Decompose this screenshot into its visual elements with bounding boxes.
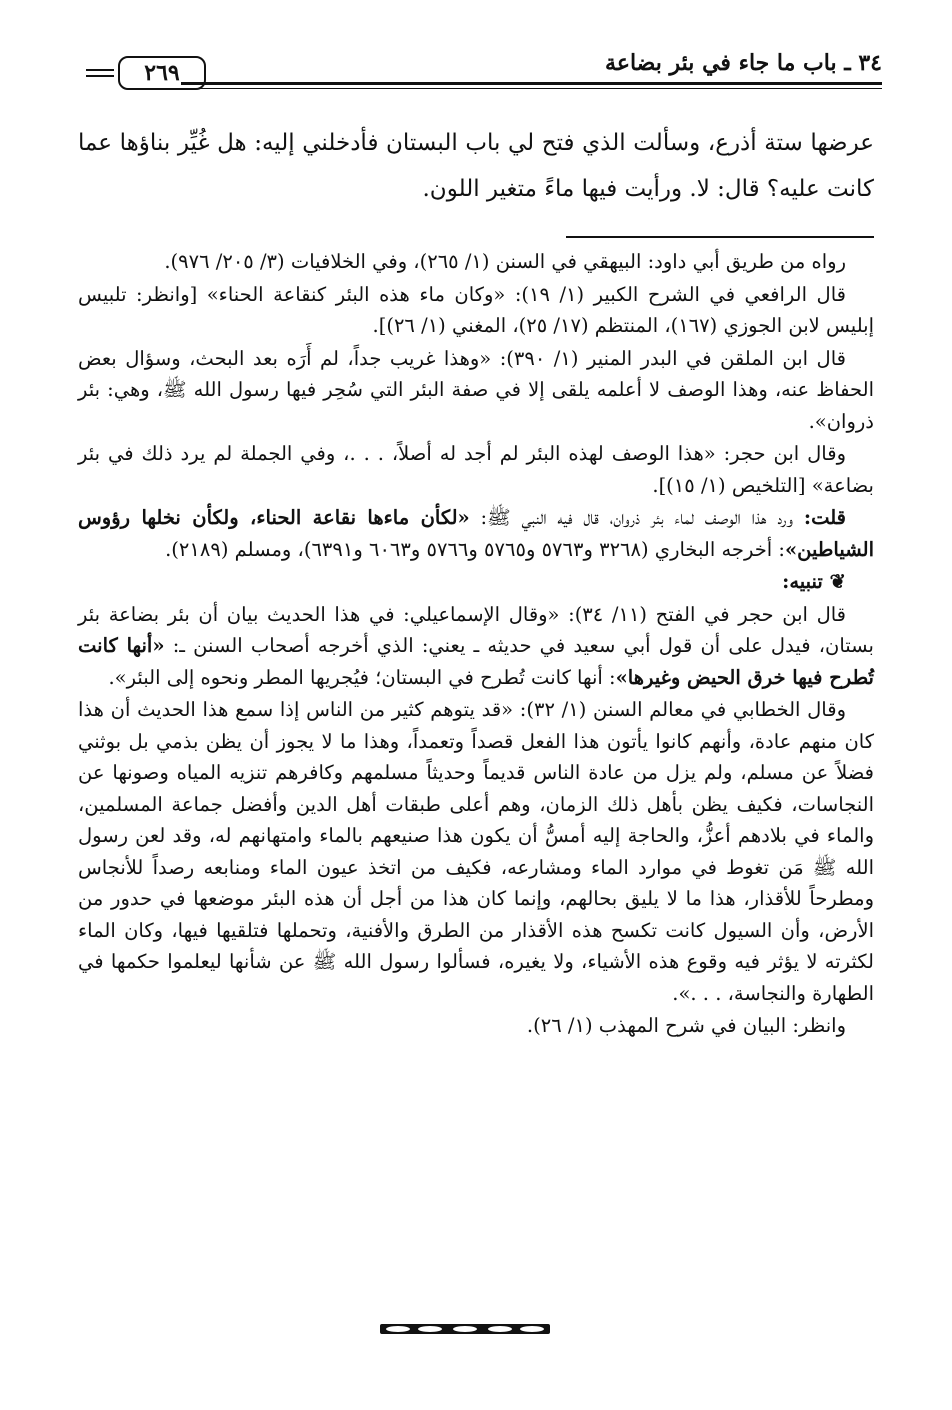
main-paragraph: عرضها ستة أذرع، وسألت الذي فتح لي باب البستان فأدخلني إليه: هل غُيِّر بناؤها عما كانت عليه؟ قال: لا. ورأيت فيها ماءً متغير اللون. xyxy=(78,130,874,202)
page-number: ٢٦٩ xyxy=(118,56,206,90)
note-text: ورد هذا الوصف لماء بئر ذروان، قال فيه النبي ﷺ: xyxy=(469,506,804,529)
footnote-paragraph: وانظر: البيان في شرح المهذب (١/ ٢٦). xyxy=(526,1014,846,1037)
footnote-paragraph xyxy=(78,566,874,598)
footnote-paragraph: وقال الخطابي في معالم السنن (١/ ٣٢): «قد يتوهم كثير من الناس إذا سمع هذا الحديث أن هذا كان منهم عادة، وأنهم كانوا يأتون هذا الفعل قصداً وتعمداً، وهذا ما لا يجوز أن يظن بذمي بل بوثني فضلاً عن مسلم، ولم يزل من عادة الناس قديماً وحديثاً مسلمهم وكافرهم تنزيه المياه وصونها عن النجاسات، فكيف يظن بأهل ذلك الزمان، وهم أعلى طبقات أهل الدين وأفضل جماعة المسلمين، والماء في بلادهم أعزُّ، والحاجة إليه أمسُّ أن يكون هذا صنيعهم بالماء وامتهانهم له، وقد لعن رسول الله ﷺ مَن تغوط في موارد الماء ومشارعه، فكيف من اتخذ عيون الماء ومنابعه رصداً للأنجاس ومطرحاً للأقذار، هذا ما لا يليق بحالهم، وإنما كان هذا من أجل أن هذه البئر موضعها في حدور من الأرض، وأن السيول كانت تكسح هذه الأقذار من الطرق والأفنية، وتحملها فتلقيها فيها، وكان الماء لكثرته لا يؤثر فيه وقوع هذه الأشياء، ولا يغيره، فسألوا رسول الله ﷺ عن شأنها ليعلموا حكمها في الطهارة والنجاسة، . . .». xyxy=(78,698,874,1005)
page-number-line xyxy=(86,75,114,77)
page-number-line xyxy=(86,69,114,71)
footnote-paragraph: رواه من طريق أبي داود: البيهقي في السنن (١/ ٢٦٥)، وفي الخلافيات (٣/ ٢٠٥/ ٩٧٦). xyxy=(164,250,846,273)
footnote-paragraph xyxy=(78,599,874,694)
note-text: قال ابن حجر في الفتح (١١/ ٣٤): «وقال الإسماعيلي: في هذا الحديث بيان أن بئر بضاعة بئر بستان، فيدل على أن قول أبي سعيد في حديثه ـ يعني: الذي أخرجه أصحاب السنن ـ: xyxy=(78,602,874,657)
tanbih-heading: ❦ تنبيه: xyxy=(782,570,846,593)
main-text xyxy=(78,120,874,212)
page-header xyxy=(86,46,882,90)
end-ornament xyxy=(380,1320,550,1338)
footnotes xyxy=(78,246,874,1043)
header-rule xyxy=(181,82,882,85)
header-rule-thin xyxy=(181,88,882,89)
footnote-paragraph: قال ابن الملقن في البدر المنير (١/ ٣٩٠): «وهذا غريب جداً، لم أَرَه بعد البحث، وسؤال بعض الحفاظ عنه، وهذا الوصف لا أعلمه يلقى إلا في صفة البئر التي سُحِر فيها رسول الله ﷺ، وهي: بئر ذروان». xyxy=(78,346,874,433)
note-label: قلت: xyxy=(803,506,846,529)
hadith-quote: «أنها كانت تُطرح فيها خرق الحيض وغيرها» xyxy=(78,634,874,689)
footnote-separator xyxy=(566,236,874,238)
footnote-paragraph xyxy=(78,502,874,565)
chapter-title: ٣٤ ـ باب ما جاء في بئر بضاعة xyxy=(605,50,882,76)
hadith-quote: «لكأن ماءها نقاعة الحناء، ولكأن نخلها رؤوس الشياطين» xyxy=(78,506,874,561)
note-text: : أنها كانت تُطرح في البستان؛ فيُجريها المطر ونحوه إلى البئر». xyxy=(108,665,616,689)
footnote-paragraph: وقال ابن حجر: «هذا الوصف لهذه البئر لم أجد له أصلاً، . . .، وفي الجملة لم يرد ذلك في بئر بضاعة» [التلخيص (١/ ١٥)]. xyxy=(78,442,874,497)
page-number-frame xyxy=(86,56,206,86)
footnote-paragraph: قال الرافعي في الشرح الكبير (١/ ١٩): «وكان ماء هذه البئر كنقاعة الحناء» [وانظر: تلبيس إبليس لابن الجوزي (١٦٧)، المنتظم (١٧/ ٢٥)، المغني (١/ ٢٦)]. xyxy=(78,282,874,337)
note-text: : أخرجه البخاري (٣٢٦٨ و٥٧٦٣ و٥٧٦٥ و٥٧٦٦ و٦٠٦٣ و٦٣٩١)، ومسلم (٢١٨٩). xyxy=(165,537,785,561)
